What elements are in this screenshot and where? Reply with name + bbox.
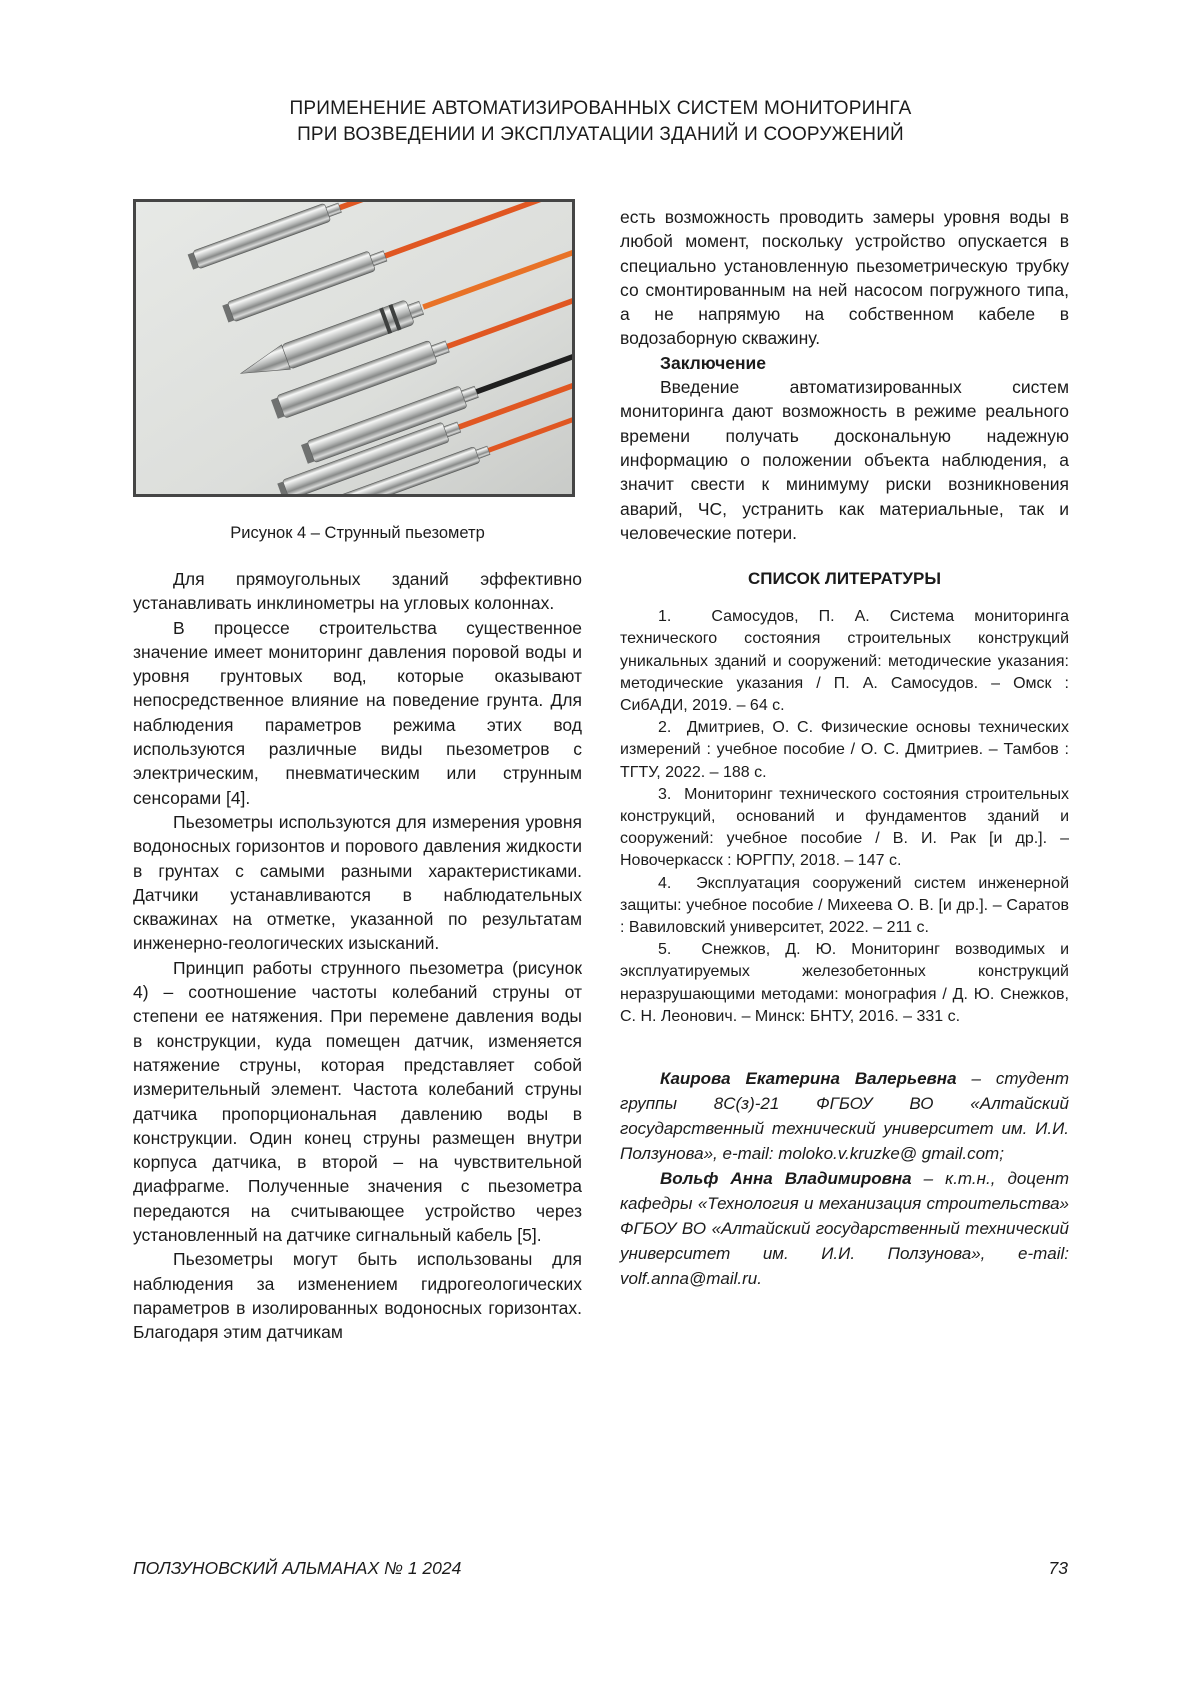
reference-item: 5. Снежков, Д. Ю. Мониторинг возводимых и эксплуатируемых железобетонных конструкций неразрушающими методами: монография / Д. Ю. Снежков, С. Н. Леонович. – Минск: БНТУ, 2016. – 331 с. — [620, 941, 1069, 1025]
article-title-line2: ПРИ ВОЗВЕДЕНИИ И ЭКСПЛУАТАЦИИ ЗДАНИЙ И СООРУЖЕНИЙ — [297, 124, 904, 145]
article-title — [133, 96, 1068, 148]
journal-name: ПОЛЗУНОВСКИЙ АЛЬМАНАХ № 1 2024 — [133, 1558, 462, 1578]
author-details: – к.т.н., доцент кафедры «Технология и механизация строительства» ФГБОУ ВО «Алтайский государственный технический университет им. И.И. Ползунова», e-mail: volf.anna@mail.ru. — [620, 1169, 1069, 1289]
author-bios — [620, 1066, 1069, 1291]
figure-caption: Рисунок 4 – Струнный пьезометр — [230, 524, 485, 542]
reference-item: 3. Мониторинг технического состояния строительных конструкций, оснований и фундаментов зданий и сооружений: учебное пособие / В. И. Рак [и др.]. – Новочеркасск : ЮРГПУ, 2018. – 147 с. — [620, 785, 1069, 870]
piezometer-photo — [133, 199, 575, 497]
paragraph: Пьезометры используются для измерения уровня водоносных горизонтов и порового давления жидкости в грунтах с самыми разными характеристиками. Датчики устанавливаются в наблюдательных скважинах на отметке, указанной по результатам инженерно-геологических изысканий. — [133, 811, 582, 954]
author-details: – студент группы 8С(з)-21 ФГБОУ ВО «Алтайский государственный технический университет им. И.И. Ползунова», e-mail: moloko.v.kruzke@ gmail.com; — [620, 1069, 1069, 1164]
paragraph: Принцип работы струнного пьезометра (рисунок 4) – соотношение частоты колебаний струны от степени ее натяжения. При перемене давления воды в конструкции, куда помещен датчик, изменяется натяжение струны, которая представляет собой измерительный элемент. Частота колебаний струны датчика пропорциональная давлению воды в конструкции. Один конец струны размещен внутри корпуса датчика, в второй – на чувствительной диафрагме. Полученные значения с пьезометра передаются на считывающее устройство через установленный на датчике сигнальный кабель [5]. — [133, 957, 582, 1246]
figure-4 — [133, 199, 582, 543]
paragraph: Пьезометры могут быть использованы для наблюдения за изменением гидрогеологических параметров в изолированных водоносных горизонтах. Благодаря этим датчикам — [133, 1249, 582, 1343]
article-title-line1: ПРИМЕНЕНИЕ АВТОМАТИЗИРОВАННЫХ СИСТЕМ МОНИТОРИНГА — [289, 98, 912, 119]
author-name: Каирова Екатерина Валерьевна — [660, 1069, 957, 1089]
right-column — [620, 199, 1069, 1291]
paragraph: есть возможность проводить замеры уровня воды в любой момент, поскольку устройство опускается в специально установленную пьезометрическую трубку со смонтированным на ней насосом погружного типа, а не напрямую на собственном кабеле в водозаборную скважину. — [620, 207, 1069, 349]
reference-item: 2. Дмитриев, О. С. Физические основы технических измерений : учебное пособие / О. С. Дмитриев. – Тамбов : ТГТУ, 2022. – 188 с. — [620, 719, 1069, 781]
paragraph: В процессе строительства существенное значение имеет мониторинг давления поровой воды и уровня грунтовых вод, которые оказывают непосредственное влияние на поведение грунта. Для наблюдения параметров режима этих вод используются различные виды пьезометров с электрическим, пневматическим или струнным сенсорами [4]. — [133, 617, 582, 808]
photo-background — [136, 202, 572, 494]
left-column — [133, 199, 582, 1345]
reference-item: 1. Самосудов, П. А. Система мониторинга технического состояния строительных конструкций уникальных зданий и сооружений: методические указания: методические указания / П. А. Самосудов. – Омск : СибАДИ, 2019. – 64 с. — [620, 608, 1069, 714]
paragraph: Для прямоугольных зданий эффективно устанавливать инклинометры на угловых колоннах. — [133, 569, 582, 614]
author-bio — [620, 1166, 1069, 1291]
reference-item: 4. Эксплуатация сооружений систем инженерной защиты: учебное пособие / Михеева О. В. [и др.]. – Саратов : Вавиловский университет, 2022. – 211 с. — [620, 874, 1069, 936]
piezometer-photo-art — [136, 202, 572, 494]
author-bio — [620, 1066, 1069, 1166]
paragraph: Введение автоматизированных систем мониторинга дают возможность в режиме реального времени получать доскональную надежную информацию о положении объекта наблюдения, а значит свести к минимуму риски возникновения аварий, ЧС, устранить как материальные, так и человеческие потери. — [620, 377, 1069, 543]
author-name: Вольф Анна Владимировна — [660, 1169, 912, 1189]
page-footer — [133, 1558, 1068, 1579]
page-number: 73 — [1048, 1558, 1068, 1578]
references-heading: СПИСОК ЛИТЕРАТУРЫ — [748, 569, 941, 589]
conclusion-heading: Заключение — [660, 352, 767, 373]
